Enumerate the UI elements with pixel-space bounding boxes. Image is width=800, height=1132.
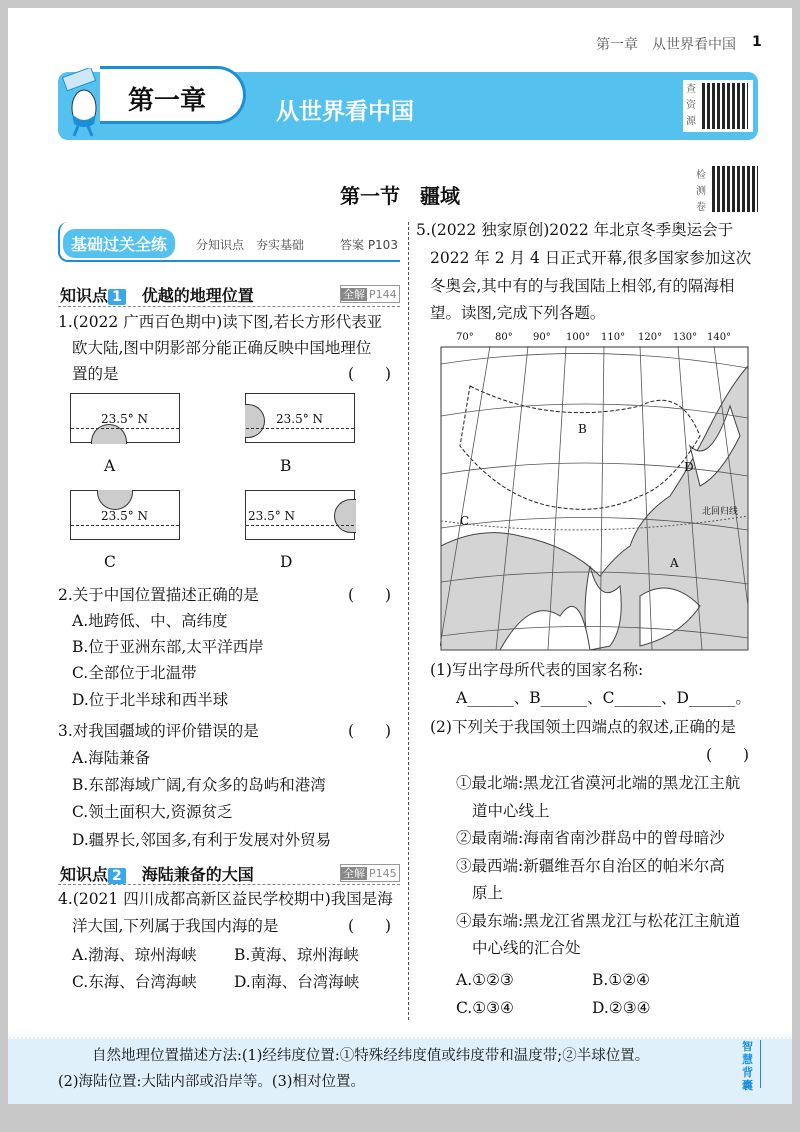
lon-label: 140°	[707, 332, 732, 343]
q5-line-1: 5.(2022 独家原创)2022 年北京冬季奥运会于	[416, 221, 734, 239]
chapter-title: 从世界看中国	[276, 99, 414, 125]
kp1-solution-link[interactable]	[340, 285, 400, 303]
q1-line-2: 欧大陆,图中阴影部分能正确反映中国地理位	[72, 339, 372, 357]
lat-label: 23.5° N	[101, 509, 149, 523]
q5-option[interactable]: A.①②③	[456, 971, 514, 989]
lat-label: 23.5° N	[276, 412, 324, 426]
option-c-label: C	[104, 553, 116, 571]
running-title: 第一章 从世界看中国	[596, 37, 736, 53]
q5-sub2-paren[interactable]: ( )	[706, 746, 750, 764]
item-3-line-1: ③最西端:新疆维吾尔自治区的帕米尔高	[456, 857, 725, 875]
kp1-prefix: 知识点	[60, 286, 109, 305]
page-number: 1	[752, 34, 762, 50]
kp2-heading	[60, 862, 254, 885]
q5-sub1-blanks[interactable]: A______、B______、C______、D______。	[456, 689, 751, 707]
q3-paren[interactable]: ( )	[348, 722, 392, 740]
q4-option[interactable]: D.南海、台湾海峡	[234, 973, 360, 991]
q3-stem: 3.对我国疆域的评价错误的是	[58, 722, 259, 740]
tip-side-line	[760, 1040, 761, 1088]
q2-option[interactable]: D.位于北半球和西半球	[72, 691, 229, 709]
section-qr-code-icon[interactable]	[712, 166, 758, 212]
option-a-label: A	[104, 457, 116, 475]
lon-label: 130°	[673, 332, 698, 343]
q5-line-2: 2022 年 2 月 4 日正式开幕,很多国家参加这次	[430, 249, 752, 267]
lat-label: 23.5° N	[248, 509, 296, 523]
map-label-d: D	[684, 460, 694, 474]
map-graphic	[440, 346, 750, 652]
kp2-title: 海陆兼备的大国	[141, 865, 254, 884]
item-4-line-2: 中心线的汇合处	[472, 939, 581, 957]
map-label-b: B	[578, 422, 587, 436]
q5-option[interactable]: C.①③④	[456, 999, 514, 1017]
tip-side-label: 智慧背囊	[742, 1040, 753, 1092]
lon-label: 90°	[533, 332, 551, 343]
q1-line-1: 1.(2022 广西百色期中)读下图,若长方形代表亚	[58, 313, 383, 331]
diagram-c	[70, 490, 180, 540]
q4-option[interactable]: B.黄海、琼州海峡	[234, 946, 359, 964]
option-b-label: B	[280, 457, 292, 475]
kp1-title: 优越的地理位置	[141, 286, 254, 305]
tip-line-1: 自然地理位置描述方法:(1)经纬度位置:①特殊经纬度值或纬度带和温度带;②半球位置。	[92, 1048, 650, 1064]
chapter-number: 第一章	[128, 86, 207, 116]
q2-option[interactable]: B.位于亚洲东部,太平洋西岸	[72, 638, 264, 656]
kp1-jx: 全解	[343, 288, 365, 301]
q2-stem: 2.关于中国位置描述正确的是	[58, 586, 259, 604]
divider	[58, 306, 400, 307]
q5-line-3: 冬奥会,其中有的与我国陆上相邻,有的隔海相	[430, 277, 735, 295]
tropic-of-cancer-label: 北回归线	[702, 507, 739, 517]
q3-option[interactable]: A.海陆兼备	[72, 749, 151, 767]
map-label-a: A	[670, 556, 679, 570]
section-qr-label: 检测卷	[696, 170, 706, 213]
q4-paren[interactable]: ( )	[348, 917, 392, 935]
item-4-line-1: ④最东端:黑龙江省黑龙江与松花江主航道	[456, 912, 741, 930]
item-1-line-2: 道中心线上	[472, 802, 550, 820]
column-divider	[408, 222, 409, 1020]
q3-option[interactable]: B.东部海域广阔,有众多的岛屿和港湾	[72, 776, 326, 794]
q3-option[interactable]: C.领土面积大,资源贫乏	[72, 803, 233, 821]
diagram-a	[70, 393, 180, 443]
kp2-solution-link[interactable]	[340, 864, 400, 882]
practice-label: 基础过关全练	[63, 229, 175, 258]
q5-sub1: (1)写出字母所代表的国家名称:	[430, 661, 644, 679]
lat-label: 23.5° N	[101, 412, 149, 426]
option-d-label: D	[280, 553, 293, 571]
q5-sub2: (2)下列关于我国领土四端点的叙述,正确的是	[430, 718, 736, 736]
lon-label: 110°	[601, 332, 626, 343]
q5-option[interactable]: B.①②④	[592, 971, 651, 989]
q1-answer-paren[interactable]: ( )	[348, 365, 392, 383]
q4-line-1: 4.(2021 四川成都高新区益民学校期中)我国是海	[58, 890, 393, 908]
section-title: 第一节 疆域	[340, 184, 460, 208]
lon-label: 80°	[495, 332, 513, 343]
q5-option[interactable]: D.②③④	[592, 999, 651, 1017]
kp2-jx: 全解	[343, 867, 365, 880]
kp1-num: 1	[108, 289, 126, 305]
kp2-num: 2	[108, 868, 126, 884]
q4-option[interactable]: A.渤海、琼州海峡	[72, 946, 197, 964]
kp2-prefix: 知识点	[60, 865, 109, 884]
map-label-c: C	[460, 514, 470, 528]
lon-label: 120°	[638, 332, 663, 343]
q2-option[interactable]: C.全部位于北温带	[72, 664, 197, 682]
qr-code-icon[interactable]	[702, 83, 748, 129]
lon-label: 100°	[566, 332, 591, 343]
q1-line-3: 置的是	[72, 365, 119, 383]
mascot-icon	[62, 68, 102, 140]
kp1-page: P144	[369, 288, 397, 301]
q5-line-4: 望。读图,完成下列各题。	[430, 304, 606, 322]
divider	[58, 884, 400, 885]
q2-paren[interactable]: ( )	[348, 586, 392, 604]
diagram-b	[245, 393, 355, 443]
tip-line-2: (2)海陆位置:大陆内部或沿岸等。(3)相对位置。	[58, 1074, 365, 1090]
lon-label: 70°	[456, 332, 474, 343]
q2-option[interactable]: A.地跨低、中、高纬度	[72, 612, 228, 630]
q4-option[interactable]: C.东海、台湾海峡	[72, 973, 197, 991]
item-1-line-1: ①最北端:黑龙江省漠河北端的黑龙江主航	[456, 774, 741, 792]
diagram-d	[245, 490, 355, 540]
qr-label: 查资源	[686, 84, 696, 127]
kp1-heading	[60, 283, 254, 306]
longitude-labels	[440, 332, 750, 346]
asia-map	[440, 332, 750, 652]
answer-page: 答案 P103	[340, 238, 398, 252]
q3-option[interactable]: D.疆界长,邻国多,有利于发展对外贸易	[72, 831, 332, 849]
kp2-page: P145	[369, 867, 397, 880]
practice-subtitle: 分知识点 夯实基础	[196, 238, 305, 252]
item-3-line-2: 原上	[472, 884, 504, 902]
q4-line-2: 洋大国,下列属于我国内海的是	[72, 917, 279, 935]
item-2: ②最南端:海南省南沙群岛中的曾母暗沙	[456, 829, 725, 847]
